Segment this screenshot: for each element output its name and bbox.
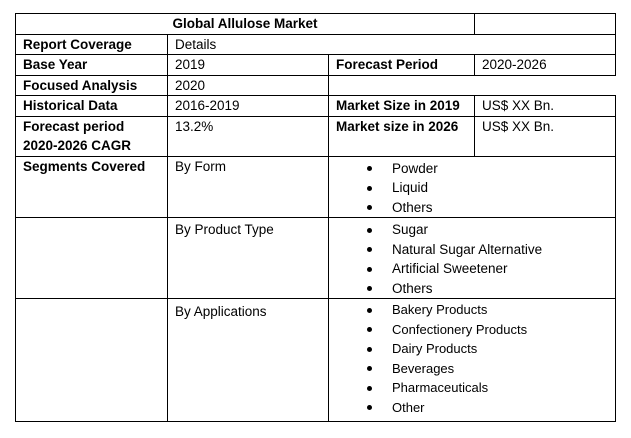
segments-empty-cell bbox=[16, 218, 168, 299]
forecast-cagr-value: 13.2% bbox=[168, 116, 329, 156]
forecast-cagr-label-line1: Forecast period bbox=[23, 118, 125, 134]
bullet-icon bbox=[367, 405, 372, 410]
list-item: Dairy Products bbox=[336, 339, 608, 359]
focused-analysis-empty bbox=[329, 75, 616, 96]
list-item: Confectionery Products bbox=[336, 320, 608, 340]
list-item: Other bbox=[336, 398, 608, 418]
base-year-label: Base Year bbox=[16, 55, 168, 76]
list-item: Powder bbox=[336, 159, 608, 179]
list-item: Artificial Sweetener bbox=[336, 259, 608, 279]
list-item: Liquid bbox=[336, 178, 608, 198]
forecast-cagr-label bbox=[16, 116, 168, 156]
market-report-table bbox=[15, 13, 616, 422]
bullet-icon bbox=[367, 186, 372, 191]
list-item: Beverages bbox=[336, 359, 608, 379]
focused-analysis-label: Focused Analysis bbox=[16, 75, 168, 96]
table-title: Global Allulose Market bbox=[16, 14, 475, 35]
bullet-icon bbox=[367, 286, 372, 291]
bullet-icon bbox=[367, 347, 372, 352]
bullet-icon bbox=[367, 205, 372, 210]
market-size-2019-label: Market Size in 2019 bbox=[329, 96, 475, 117]
segment-group-items bbox=[329, 218, 616, 299]
base-year-value: 2019 bbox=[168, 55, 329, 76]
forecast-period-value: 2020-2026 bbox=[475, 55, 616, 76]
segment-group-name: By Product Type bbox=[168, 218, 329, 299]
by-product-type-list bbox=[336, 220, 608, 298]
bullet-icon bbox=[367, 308, 372, 313]
segment-group-items bbox=[329, 156, 616, 218]
bullet-icon bbox=[367, 267, 372, 272]
list-item: Sugar bbox=[336, 220, 608, 240]
segments-empty-cell bbox=[16, 299, 168, 422]
market-size-2026-value: US$ XX Bn. bbox=[475, 116, 616, 156]
bullet-icon bbox=[367, 247, 372, 252]
list-item: Bakery Products bbox=[336, 300, 608, 320]
report-coverage-value: Details bbox=[168, 34, 616, 55]
list-item: Others bbox=[336, 198, 608, 218]
segments-covered-label: Segments Covered bbox=[16, 156, 168, 218]
forecast-cagr-label-line2: 2020-2026 CAGR bbox=[23, 138, 132, 153]
historical-data-label: Historical Data bbox=[16, 96, 168, 117]
segment-group-name: By Applications bbox=[168, 299, 329, 422]
segment-group-name: By Form bbox=[168, 156, 329, 218]
list-item: Natural Sugar Alternative bbox=[336, 240, 608, 260]
report-coverage-label: Report Coverage bbox=[16, 34, 168, 55]
bullet-icon bbox=[367, 327, 372, 332]
list-item: Others bbox=[336, 279, 608, 299]
by-applications-list bbox=[336, 300, 608, 418]
list-item: Pharmaceuticals bbox=[336, 378, 608, 398]
historical-data-value: 2016-2019 bbox=[168, 96, 329, 117]
forecast-period-label: Forecast Period bbox=[329, 55, 475, 76]
bullet-icon bbox=[367, 166, 372, 171]
title-empty-cell bbox=[475, 14, 616, 35]
by-form-list bbox=[336, 159, 608, 218]
market-size-2026-label: Market size in 2026 bbox=[329, 116, 475, 156]
market-size-2019-value: US$ XX Bn. bbox=[475, 96, 616, 117]
focused-analysis-value: 2020 bbox=[168, 75, 329, 96]
bullet-icon bbox=[367, 386, 372, 391]
segment-group-items bbox=[329, 299, 616, 422]
bullet-icon bbox=[367, 366, 372, 371]
bullet-icon bbox=[367, 228, 372, 233]
